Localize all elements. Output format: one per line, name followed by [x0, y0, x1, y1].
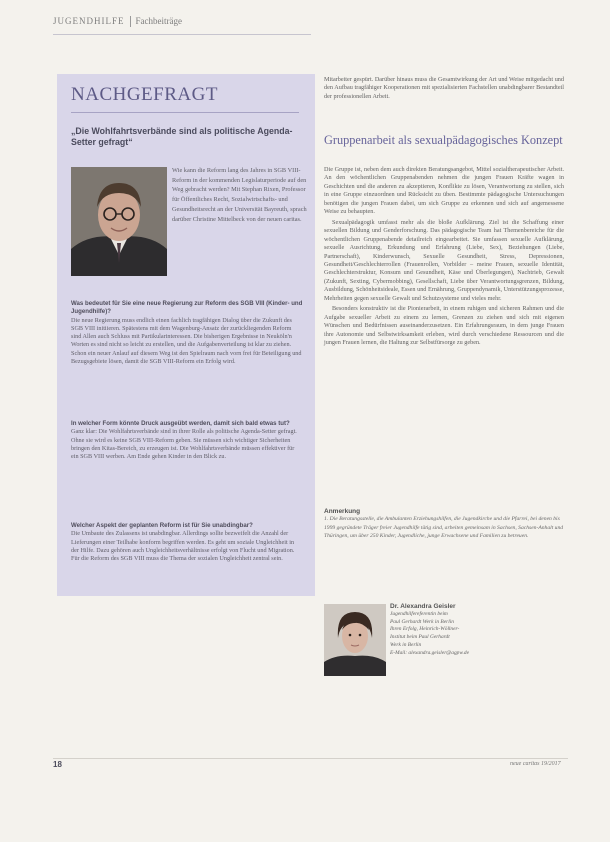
running-header — [53, 16, 182, 30]
subsection-label: Fachbeiträge — [135, 16, 182, 26]
footnote-title: Anmerkung — [324, 508, 361, 515]
body-paragraph-3: Besonders konstruktiv ist die Pionierarbeit, in einem ruhigen und sicheren Rahmen und die Aufgabe sexueller Arbeit zu einem zu lernen, Grenzen zu ziehen und sich mit eigenen Wünschen und Bedürfnissen auseinanderzusetzen. Ein Erfahrungsraum, in dem junge Frauen ihre Autonomie und Selbstwirksamkeit erleben, wird durch verschiedene Ressourcen und die jungen Frauen lernen, die Haltung zur Selbstfürsorge zu geben. — [324, 305, 564, 347]
qa-block-3 — [71, 522, 303, 563]
footer-rule — [53, 758, 568, 759]
box-headline: NACHGEFRAGT — [71, 84, 218, 105]
column-body-text — [324, 166, 564, 348]
author-email: E-Mail: alexandra.geisler@agpw.de — [390, 649, 469, 656]
footnote-text: 1. Die Beratungsstelle, die Ambulanten Erziehungshilfen, die Jugendkirche und die Pfarrei, bei denen bis 1999 gegründete Träger freier Jugendhilfe tätig sind, arbeiten gemeinsam in Sachsen, Sachsen-Anhalt und Thüringen, um über 250 Kinder, Jugendliche, junge Erwachsene und Familien zu betreuen. — [324, 516, 564, 540]
page-number: 18 — [53, 760, 62, 769]
headline-rule — [71, 112, 299, 113]
answer-2: Ganz klar: Die Wohlfahrtsverbände sind in ihrer Rolle als politische Agenda-Setter gefragt. Ohne sie wird es keine SGB VIII-Reform geben. Sie müssen sich wichtiger Sicherheiten bringen den Kitas-Bereich, zu erzeugen ist. Die Wohlfahrtsverbände müssen effektiver für ein SGB VIII werben. Am Ende gehen Kinder in den Blick zu. — [71, 428, 297, 460]
intro-paragraph: Mitarbeiter gespürt. Darüber hinaus muss die Gesamtwirkung der Art und Weise mitgedacht und den Aufbau tragfähiger Kooperationen mit spezialisierten Fachstellen unabdingbarer Bestandteil der professionellen Arbeit. — [324, 76, 564, 100]
question-2: In welcher Form könnte Druck ausgeübt werden, damit sich bald etwas tut? — [71, 420, 290, 427]
column-intro-text — [324, 76, 564, 101]
answer-3: Die Umbaute des Zulassens ist unabdingbar. Allerdings sollte bezweifelt die Anzahl der Lieferungen einer Teilhabe konform begriffen werden. Es geht um soziale Ungleichheit in der Hilfe. Dazu gehören auch Ungleichheitsverhältnisse erfolgt von Flucht und Migration. Für die Reform des SGB VIII muss die Thema der sozialen Ungleichheit zentral sein. — [71, 530, 295, 562]
author-line-1: Jugendhilfereferentin beim — [390, 610, 448, 617]
body-paragraph-2: Sexualpädagogik umfasst mehr als die bloße Aufklärung. Ziel ist die Schaffung einer sexuellen Bildung und Genderforschung. Das pädagogische Team hat Themenbereiche für die wöchentlichen Gruppenabende detailreich eingearbeitet. Sie umfassen sexuelle Aufklärung, sexuelle Ausrichtung, Erkundung und Erfahrung (Liebe, Sex), Beziehungen (Liebe, Partnerschaft), Kinderwunsch, Sexuelle Gesundheit, Stress, Depressionen, Gesundheit/Geschlechterrollen (Frauenrollen, Vorbilder – meine Frauen, sexuelle Identität, Geschlechterstruktur, Konsum und Gesundheit, Käse und Überlegungen), Nachtrieb, Gewalt (Zukunft, Sexting, Cybermobbing), Gesellschaft, Liebe über Verantwortungsgrenzen, Bildung, Ausbildung, Schönheitsideale, Essen und Ernährung, Gruppendynamik, Unterstützungsprozesse, Mehrheiten gegen sexuelle Gewalt und Schutzsysteme und vieles mehr. — [324, 218, 564, 302]
header-rule — [53, 34, 311, 35]
author-info — [390, 603, 540, 658]
footnote-block — [324, 508, 564, 541]
author-line-5: Werk in Berlin — [390, 641, 422, 648]
body-paragraph-1: Die Gruppe ist, neben dem auch direkten Beratungsangebot, Mittel sozialtherapeutischer Arbeit. An den wöchentlichen Gruppenabenden nehmen die jungen Frauen Kräfte wagen in Geschichten und die anderen zu akzeptieren, Konflikte zu lösen, Verantwortung zu stellen, sich in eine Gruppe einzuordnen und Rücksicht zu üben. Bestimmte pädagogische Untersuchungen benötigen die jungen Frauen dabei, um sich Gruppe zu erkennen und sich auf angemessene Weise zu behaupten. — [324, 166, 564, 216]
interview-title: „Die Wohlfahrtsverbände sind als politische Agenda-Setter gefragt“ — [71, 126, 293, 147]
interview-intro: Wie kann die Reform lang des Jahres in SGB VIII-Reform in der kommenden Legislaturperiode auf den Weg gebracht werden? Mit Stephan Rixen, Professor für Öffentliches Recht, Sozialwirtschafts- und Gesundheitsrecht an der Universität Bayreuth, sprach darüber Christine Mittelbeck von der neuen caritas. — [172, 167, 307, 223]
question-1: Was bedeutet für Sie eine neue Regierung zur Reform des SGB VIII (Kinder- und Jugendhilfe)? — [71, 300, 303, 316]
author-line-2: Paul Gerhardt Werk in Berlin — [390, 618, 454, 625]
author-name: Dr. Alexandra Geisler — [390, 603, 456, 610]
qa-block-1 — [71, 300, 303, 366]
qa-block-2 — [71, 420, 303, 461]
portrait-photo-woman — [324, 604, 386, 676]
section-label: JUGENDHILFE — [53, 16, 125, 26]
question-3: Welcher Aspekt der geplanten Reform ist für Sie unabdingbar? — [71, 522, 253, 529]
publication-footer: neue caritas 19/2017 — [510, 761, 561, 767]
header-separator — [130, 16, 131, 27]
answer-1: Die neue Regierung muss endlich einen fachlich tragfähigen Dialog über die Zukunft des SGB VIII initiieren. Spätestens mit dem Wagenburg-Ansatz der zurückliegenden Reform sind Allen auch Schluss mit Partikularinteressen. Die bisherigen Ergebnisse in Neuköln'n Worten es sind nicht so leicht zu erstellen, und die Aufgabenverteilung ist klar zu ziehen. Schon ein neuer Anlauf auf diesem Weg ist den Spielraum nach vorn frei für Beteiligung und Bezugsgebiete lösen, damit die SGB VIII-Reform ein Erfolg wird. — [71, 316, 302, 365]
portrait-photo-man — [71, 167, 167, 276]
section-heading: Gruppenarbeit als sexualpädagogisches Konzept — [324, 133, 563, 147]
author-line-4: Institut beim Paul Gerhardt — [390, 634, 450, 641]
author-line-3: Ihren Erfolg, Heinrich-Wöllner- — [390, 626, 460, 633]
